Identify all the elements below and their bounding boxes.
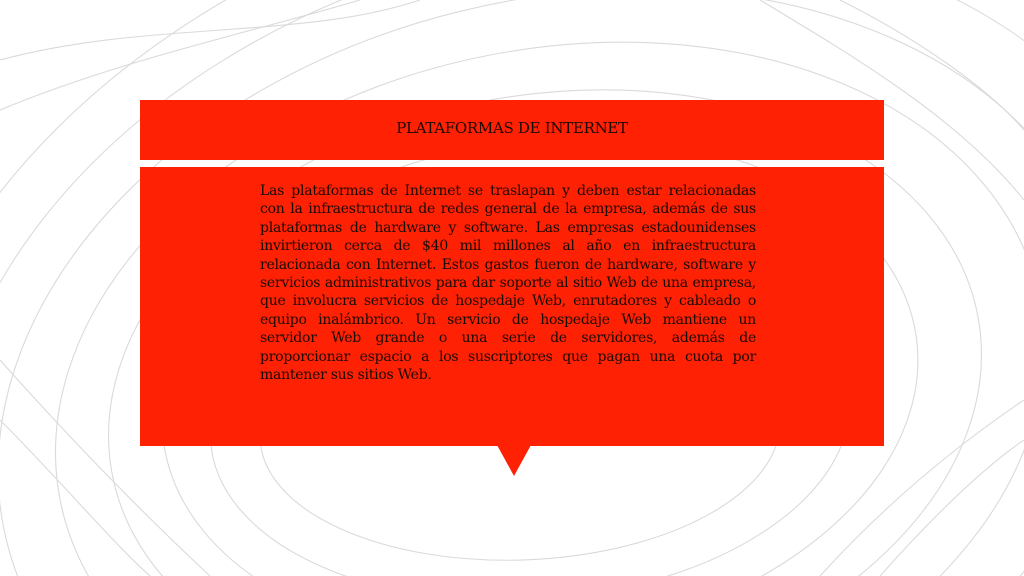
content-box [140,167,884,446]
slide-title: PLATAFORMAS DE INTERNET [396,119,628,137]
title-banner [140,100,884,160]
callout-pointer [497,445,531,476]
body-paragraph: Las plataformas de Internet se traslapan y deben estar relacionadas con la infraestructura de redes general de la empresa, además de sus plataformas de hardware y software. Las empresas estadounidenses invirtieron cerca de $40 mil millones al año en infraestructura relacionada con Internet. Estos gastos fueron de hardware, software y servicios administrativos para dar soporte al sitio Web de una empresa, que involucra servicios de hospedaje Web, enrutadores y cableado o equipo inalámbrico. Un servicio de hospedaje Web mantiene un servidor Web grande o una serie de servidores, además de proporcionar espacio a los suscriptores que pagan una cuota por mantener sus sitios Web. [260,183,756,384]
